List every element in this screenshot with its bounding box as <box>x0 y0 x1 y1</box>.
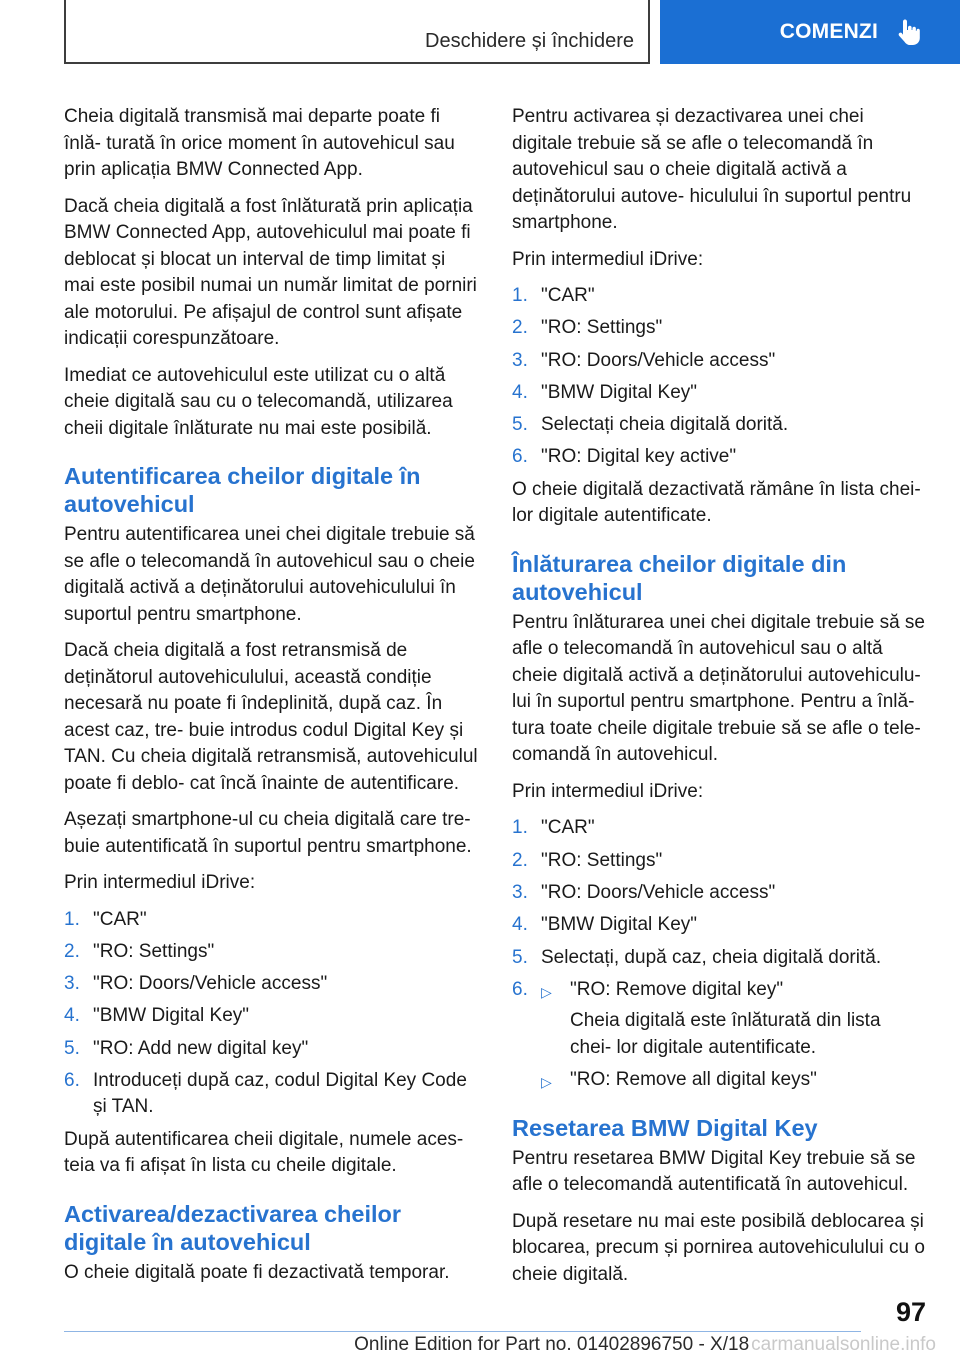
step-option <box>541 977 926 1062</box>
paragraph: Prin intermediul iDrive: <box>512 780 704 802</box>
step-item <box>512 912 926 939</box>
footer-divider <box>64 1331 861 1332</box>
footer-edition <box>354 1334 936 1356</box>
steps-list-auth <box>64 907 478 1121</box>
step-item <box>512 815 926 842</box>
paragraph: O cheie digitală dezactivată rămâne în lista chei‐ lor digitale autentificate. <box>512 478 921 527</box>
step-text: "RO: Settings" <box>541 849 663 871</box>
step-text: Introduceți după caz, codul Digital Key Code și TAN. <box>93 1069 467 1118</box>
step-item <box>512 380 926 407</box>
paragraph: Prin intermediul iDrive: <box>64 872 256 893</box>
page-number: 97 <box>895 1297 926 1327</box>
step-text: "RO: Doors/Vehicle access" <box>541 349 776 371</box>
step-text: "RO: Doors/Vehicle access" <box>93 973 328 995</box>
edition-text: Online Edition for Part no. 01402896750 - X/18 <box>354 1334 750 1355</box>
paragraph: Dacă cheia digitală a fost retransmisă de deținătorul autovehiculului, această condiție necesară nu poate fi îndeplinită, după caz. În acest caz, tre‐ buie introdus codul Digital Key și TAN. Cu cheia digitală retransmisă, autovehiculul poate fi deblo‐ cat încă înainte de autentificare. <box>64 640 478 794</box>
step-number: 2. <box>512 849 528 871</box>
paragraph: Cheia digitală transmisă mai departe poate fi înlă‐ turată în orice moment în autovehicul sau prin aplicația BMW Connected App. <box>64 106 455 180</box>
steps-list-activation <box>512 283 926 471</box>
paragraph: Pentru autentificarea unei chei digitale trebuie să se afle o telecomandă în autovehicul sau o cheie digitală activă a deținătorului autovehiculului în suportul pentru smartphone. <box>64 524 475 625</box>
step-number: 3. <box>512 349 528 371</box>
step-number: 5. <box>512 946 528 968</box>
tab-label: COMENZI <box>779 20 878 43</box>
step-number: 5. <box>64 1037 80 1059</box>
triangle-bullet-icon: ▷ <box>541 983 552 1000</box>
step-item <box>64 1068 478 1121</box>
step-text: "RO: Settings" <box>93 940 215 962</box>
paragraph: O cheie digitală poate fi dezactivată temporar. <box>64 1261 450 1283</box>
paragraph: Pentru înlăturarea unei chei digitale trebuie să se afle o telecomandă în autovehicul sau o altă cheie digitală activă a deținătorului autovehiculu‐ lui în suportul pentru smartphone. Pentru a înlă‐ tura toate cheile digitale trebuie să se afle o tele‐ comandă în autovehicul. <box>512 611 925 766</box>
step-item <box>512 283 926 310</box>
step-item <box>64 1036 478 1063</box>
heading-activation: Activarea/dezactivarea cheilor digitale în autovehicul <box>64 1200 402 1255</box>
step-number: 3. <box>64 973 80 995</box>
step-text: "BMW Digital Key" <box>541 381 698 403</box>
option-text: "RO: Remove all digital keys" <box>570 1069 817 1091</box>
step-number: 6. <box>512 446 528 468</box>
step-item <box>512 848 926 875</box>
step-text: Selectați, după caz, cheia digitală dorită. <box>541 946 882 968</box>
step-item <box>512 945 926 972</box>
step-number: 1. <box>64 908 80 930</box>
paragraph: Așezați smartphone-ul cu cheia digitală care tre‐ buie autentificată în suportul pentru smartphone. <box>64 809 472 857</box>
step-number: 2. <box>512 317 528 339</box>
step-number: 1. <box>512 817 528 839</box>
step-number: 6. <box>64 1069 80 1091</box>
step-item <box>512 315 926 342</box>
step-number: 3. <box>512 882 528 904</box>
tab-comenzi[interactable] <box>660 0 960 64</box>
step-number: 5. <box>512 414 528 436</box>
step-number: 4. <box>512 381 528 403</box>
step-number: 2. <box>64 940 80 962</box>
step-text: "CAR" <box>541 817 595 839</box>
step-text: Selectați cheia digitală dorită. <box>541 414 789 436</box>
triangle-bullet-icon: ▷ <box>541 1074 552 1091</box>
step-item <box>64 907 478 934</box>
option-text: "RO: Remove digital key" <box>570 978 784 1000</box>
step-item <box>64 1003 478 1030</box>
step-number: 1. <box>512 285 528 306</box>
step-text: "BMW Digital Key" <box>541 914 698 936</box>
paragraph: Prin intermediul iDrive: <box>512 248 704 270</box>
step-text: "RO: Settings" <box>541 317 663 339</box>
paragraph: Pentru resetarea BMW Digital Key trebuie să se afle o telecomandă autentificată în autovehicul. <box>512 1147 916 1196</box>
step-text: "RO: Digital key active" <box>541 446 737 468</box>
paragraph: Imediat ce autovehiculul este utilizat cu o altă cheie digitală sau cu o telecomandă, utilizarea cheii digitale înlăturate nu mai este posibilă. <box>64 364 453 439</box>
step-item <box>64 971 478 998</box>
paragraph: După resetare nu mai este posibilă deblocarea și blocarea, precum și pornirea autovehiculului cu o cheie digitală. <box>512 1210 925 1285</box>
heading-removal: Înlăturarea cheilor digitale din autovehicul <box>512 550 847 605</box>
step-item <box>512 348 926 375</box>
section-title: Deschidere și închidere <box>425 30 634 52</box>
step-item <box>64 939 478 966</box>
right-column <box>512 104 926 1298</box>
step-item <box>512 444 926 471</box>
steps-list-removal <box>512 815 926 1093</box>
step-number: 4. <box>512 914 528 936</box>
heading-authentication: Autentificarea cheilor digitale în autovehicul <box>64 463 421 517</box>
paragraph: Dacă cheia digitală a fost înlăturată prin aplicația BMW Connected App, autovehiculul mai poate fi deblocat și blocat un interval de timp limitat și mai este posibil numai un număr limitat de porniri ale motorului. Pe afișajul de control sunt afișate indicații corespunzătoare. <box>64 195 477 349</box>
step-item <box>512 880 926 907</box>
heading-reset: Resetarea BMW Digital Key <box>512 1114 818 1141</box>
step-item <box>512 412 926 439</box>
watermark-text: carmanualsonline.info <box>751 1334 936 1355</box>
paragraph: Pentru activarea și dezactivarea unei chei digitale trebuie să se afle o telecomandă în autovehicul sau o cheie digitală activă a deținătorului autove‐ hiculului în suportul pentru smartphone. <box>512 106 912 233</box>
step-text: "RO: Add new digital key" <box>93 1037 309 1059</box>
step-number: 4. <box>64 1005 80 1027</box>
step-option-list <box>541 977 926 1094</box>
step-text: "CAR" <box>541 285 595 306</box>
left-column <box>64 104 478 1296</box>
step-text: "RO: Doors/Vehicle access" <box>541 882 776 904</box>
step-number: 6. <box>512 978 528 1000</box>
step-item <box>512 977 926 1094</box>
step-text: "BMW Digital Key" <box>93 1005 250 1027</box>
step-text: "CAR" <box>93 908 147 930</box>
step-option <box>541 1067 926 1094</box>
pointing-hand-icon <box>898 18 920 46</box>
option-note: Cheia digitală este înlăturată din lista chei‐ lor digitale autentificate. <box>570 1010 881 1058</box>
paragraph: După autentificarea cheii digitale, numele aces‐ teia va fi afișat în lista cu cheile digitale. <box>64 1128 464 1177</box>
